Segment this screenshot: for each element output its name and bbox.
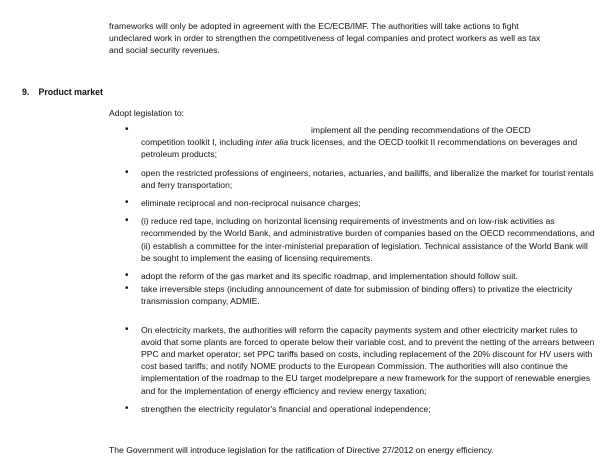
bullet-icon: •: [125, 270, 129, 282]
italic-text: inter alia: [255, 137, 289, 148]
bullet-icon: •: [125, 215, 129, 227]
list-item: [109, 403, 595, 415]
list-item: [109, 124, 595, 161]
section-title: Product market: [38, 87, 103, 97]
bullet-text: take irreversible steps (including announcement of date for submission of binding offers) to privatize the electricity transmission company, ADMIE.: [141, 284, 573, 307]
list-item: [109, 283, 595, 307]
bullet-text: strengthen the electricity regulator's financial and operational independence;: [141, 403, 431, 414]
bullet-text: implement all the pending recommendations of the OECD: [311, 125, 531, 135]
bullet-icon: •: [125, 124, 129, 135]
bullet-icon: •: [125, 197, 129, 209]
bullet-icon: •: [125, 283, 129, 295]
bullet-icon: •: [125, 402, 129, 414]
list-item: [109, 270, 595, 282]
intro-line: and social security revenues.: [109, 45, 220, 56]
intro-line: frameworks will only be adopted in agreement with the EC/ECB/IMF. The authorities will take actions to fight: [109, 21, 519, 31]
lead-text: Adopt legislation to:: [109, 108, 185, 118]
closing-text: The Government will introduce legislation for the ratification of Directive 27/2012 on energy efficiency.: [109, 445, 494, 455]
section-number: 9.: [22, 87, 30, 97]
bullet-list: [109, 124, 595, 421]
list-item: [109, 324, 595, 397]
section-heading: [22, 86, 103, 98]
list-item: [109, 197, 595, 209]
bullet-text: eliminate reciprocal and non-reciprocal nuisance charges;: [141, 198, 361, 209]
bullet-icon: •: [125, 166, 129, 178]
bullet-text: (i) reduce red tape, including on horizontal licensing requirements of investments and on low-risk activities as recommended by the World Bank, and administrative burden of companies based on the OECD recommendations, and (ii) establish a committee for the inter-ministerial preparation of legislation. Technical assistance of the World Bank will be sought to implement the easing of licensing requirements.: [141, 216, 595, 263]
intro-line: undeclared work in order to strengthen the competitiveness of legal companies and protect workers as well as tax: [109, 33, 541, 44]
list-item: [109, 167, 595, 191]
bullet-text: open the restricted professions of engineers, notaries, actuaries, and bailiffs, and liberalize the market for tourist rentals and ferry transportation;: [141, 167, 594, 190]
list-item: [109, 215, 595, 264]
bullet-icon: •: [125, 323, 129, 335]
bullet-text: adopt the reform of the gas market and its specific roadmap, and implementation should follow suit.: [141, 271, 518, 282]
bullet-text: truck licenses, and the OECD toolkit II recommendations on beverages and petroleum products;: [141, 137, 578, 160]
bullet-text: competition toolkit I, including: [141, 137, 256, 148]
intro-paragraph: [109, 20, 595, 57]
bullet-text: On electricity markets, the authorities will reform the capacity payments system and other electricity market rules to avoid that some plants are forced to operate below their variable cost, and to prevent the netting of the arrears between PPC and market operator; set PPC tariffs based on costs, including replacement of the 20% discount for HV users with cost based tariffs; and notify NOME products to the European Commission. The authorities will also continue the implementation of the roadmap to the EU target modelprepare a new framework for the support of renewable energies and for the implementation of energy efficiency and review energy taxation;: [141, 324, 595, 396]
